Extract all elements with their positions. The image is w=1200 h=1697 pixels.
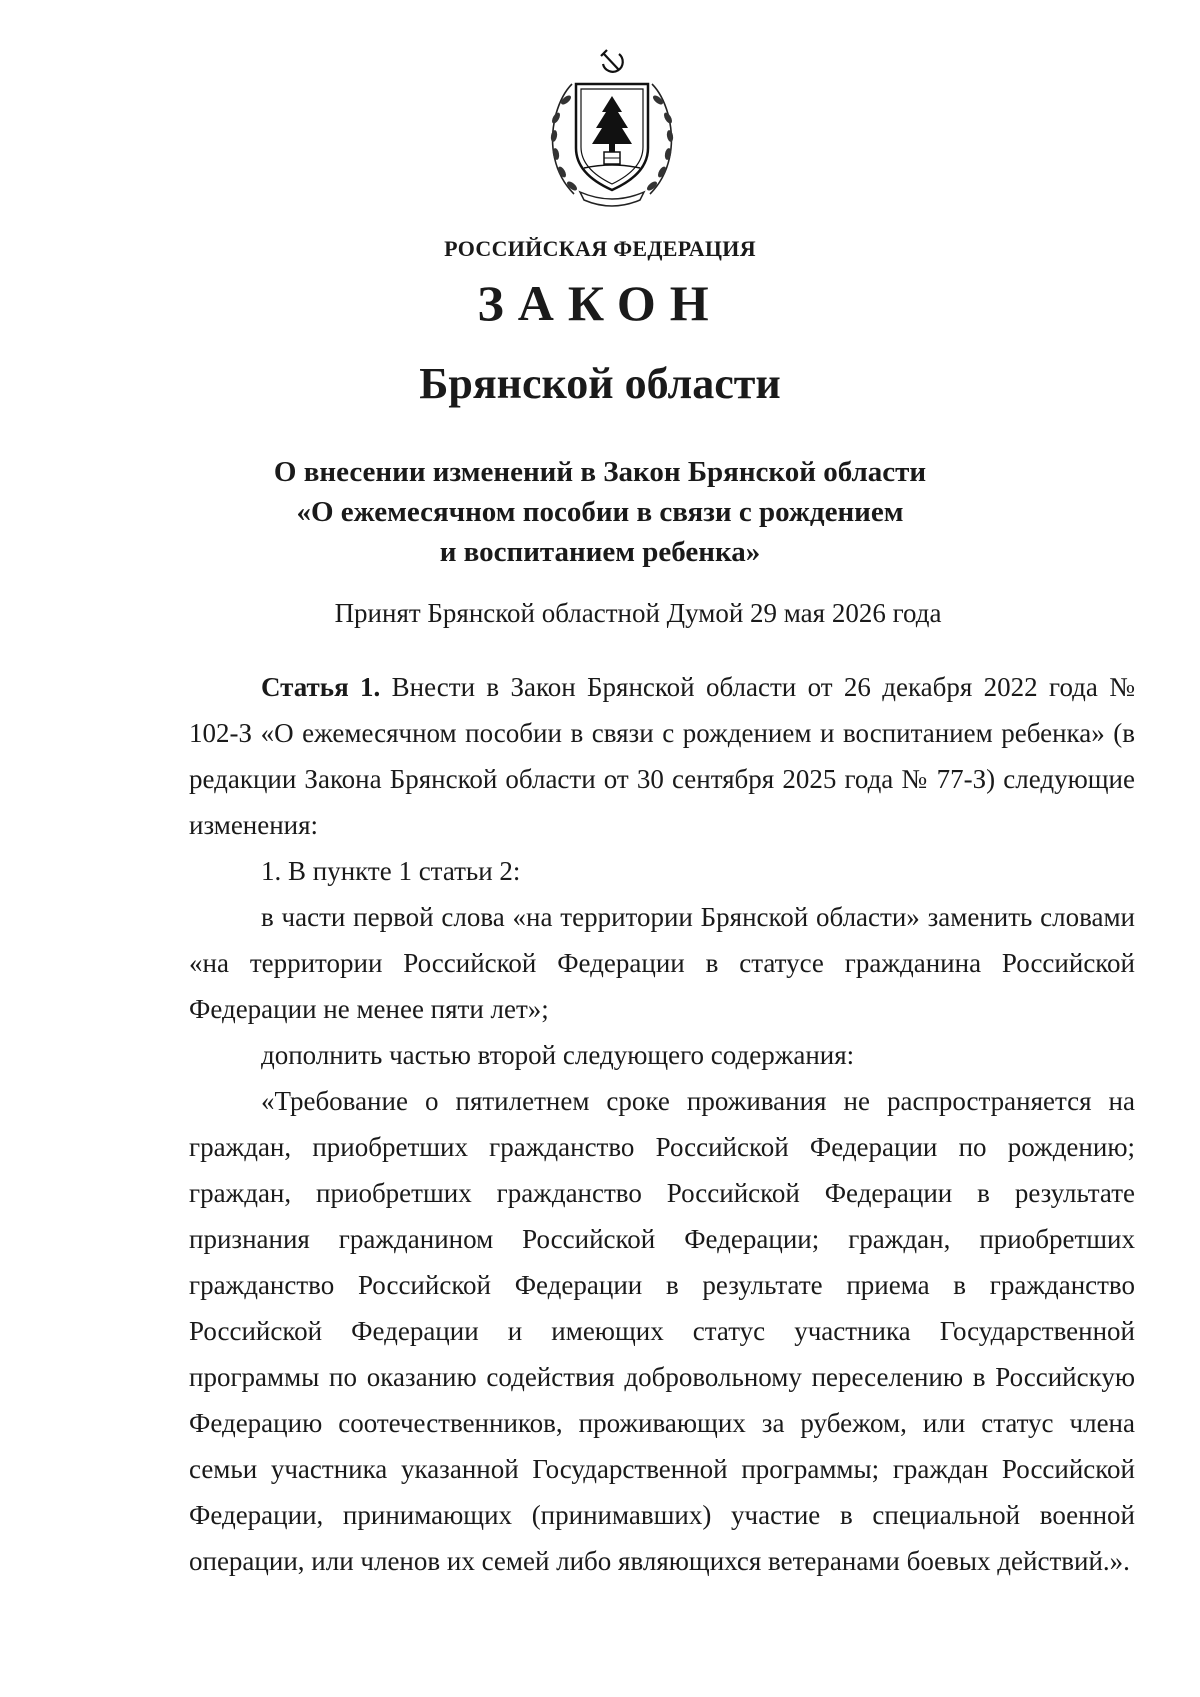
paragraph-2: в части первой слова «на территории Брянской области» заменить словами «на территории Российской Федерации в статусе гражданина Российской Федерации не менее пяти лет»;	[189, 902, 1135, 1024]
article-text: Внести в Закон Брянской области от 26 декабря 2022 года № 102-З «О ежемесячном пособии в связи с рождением и воспитанием ребенка» (в редакции Закона Брянской области от 30 сентября 2025 года № 77-З) следующие изменения:	[189, 672, 1136, 840]
article-paragraph	[189, 664, 1135, 848]
document-body	[189, 664, 1135, 1584]
paragraph-3: дополнить частью второй следующего содержания:	[261, 1040, 855, 1070]
title-line-2: «О ежемесячном пособии в связи с рождением	[296, 496, 904, 528]
header-country: РОССИЙСКАЯ ФЕДЕРАЦИЯ	[444, 236, 756, 261]
bryansk-coat-of-arms-icon	[546, 44, 678, 208]
paragraph-4: «Требование о пятилетнем сроке проживания не распространяется на граждан, приобретших гражданство Российской Федерации по рождению; граждан, приобретших гражданство Российской Федерации в результате признания гражданином Российской Федерации; граждан, приобретших гражданство Российской Федерации в результате приема в гражданство Российской Федерации и имеющих статус участника Государственной программы по оказанию содействия добровольному переселению в Российскую Федерацию соотечественников, проживающих за рубежом, или статус члена семьи участника указанной Государственной программы; граждан Российской Федерации, принимающих (принимавших) участие в специальной военной операции, или членов их семей либо являющихся ветеранами боевых действий.».	[189, 1086, 1135, 1576]
title-line-1: О внесении изменений в Закон Брянской области	[273, 456, 927, 488]
article-label: Статья 1.	[261, 672, 381, 702]
paragraph-1: 1. В пункте 1 статьи 2:	[261, 856, 521, 886]
title-line-3: и воспитанием ребенка»	[439, 536, 761, 568]
document-title	[150, 452, 1050, 572]
header-law: ЗАКОН	[477, 275, 723, 331]
header-region: Брянской области	[419, 359, 781, 408]
adoption-note: Принят Брянской областной Думой 29 мая 2026 года	[334, 598, 942, 628]
